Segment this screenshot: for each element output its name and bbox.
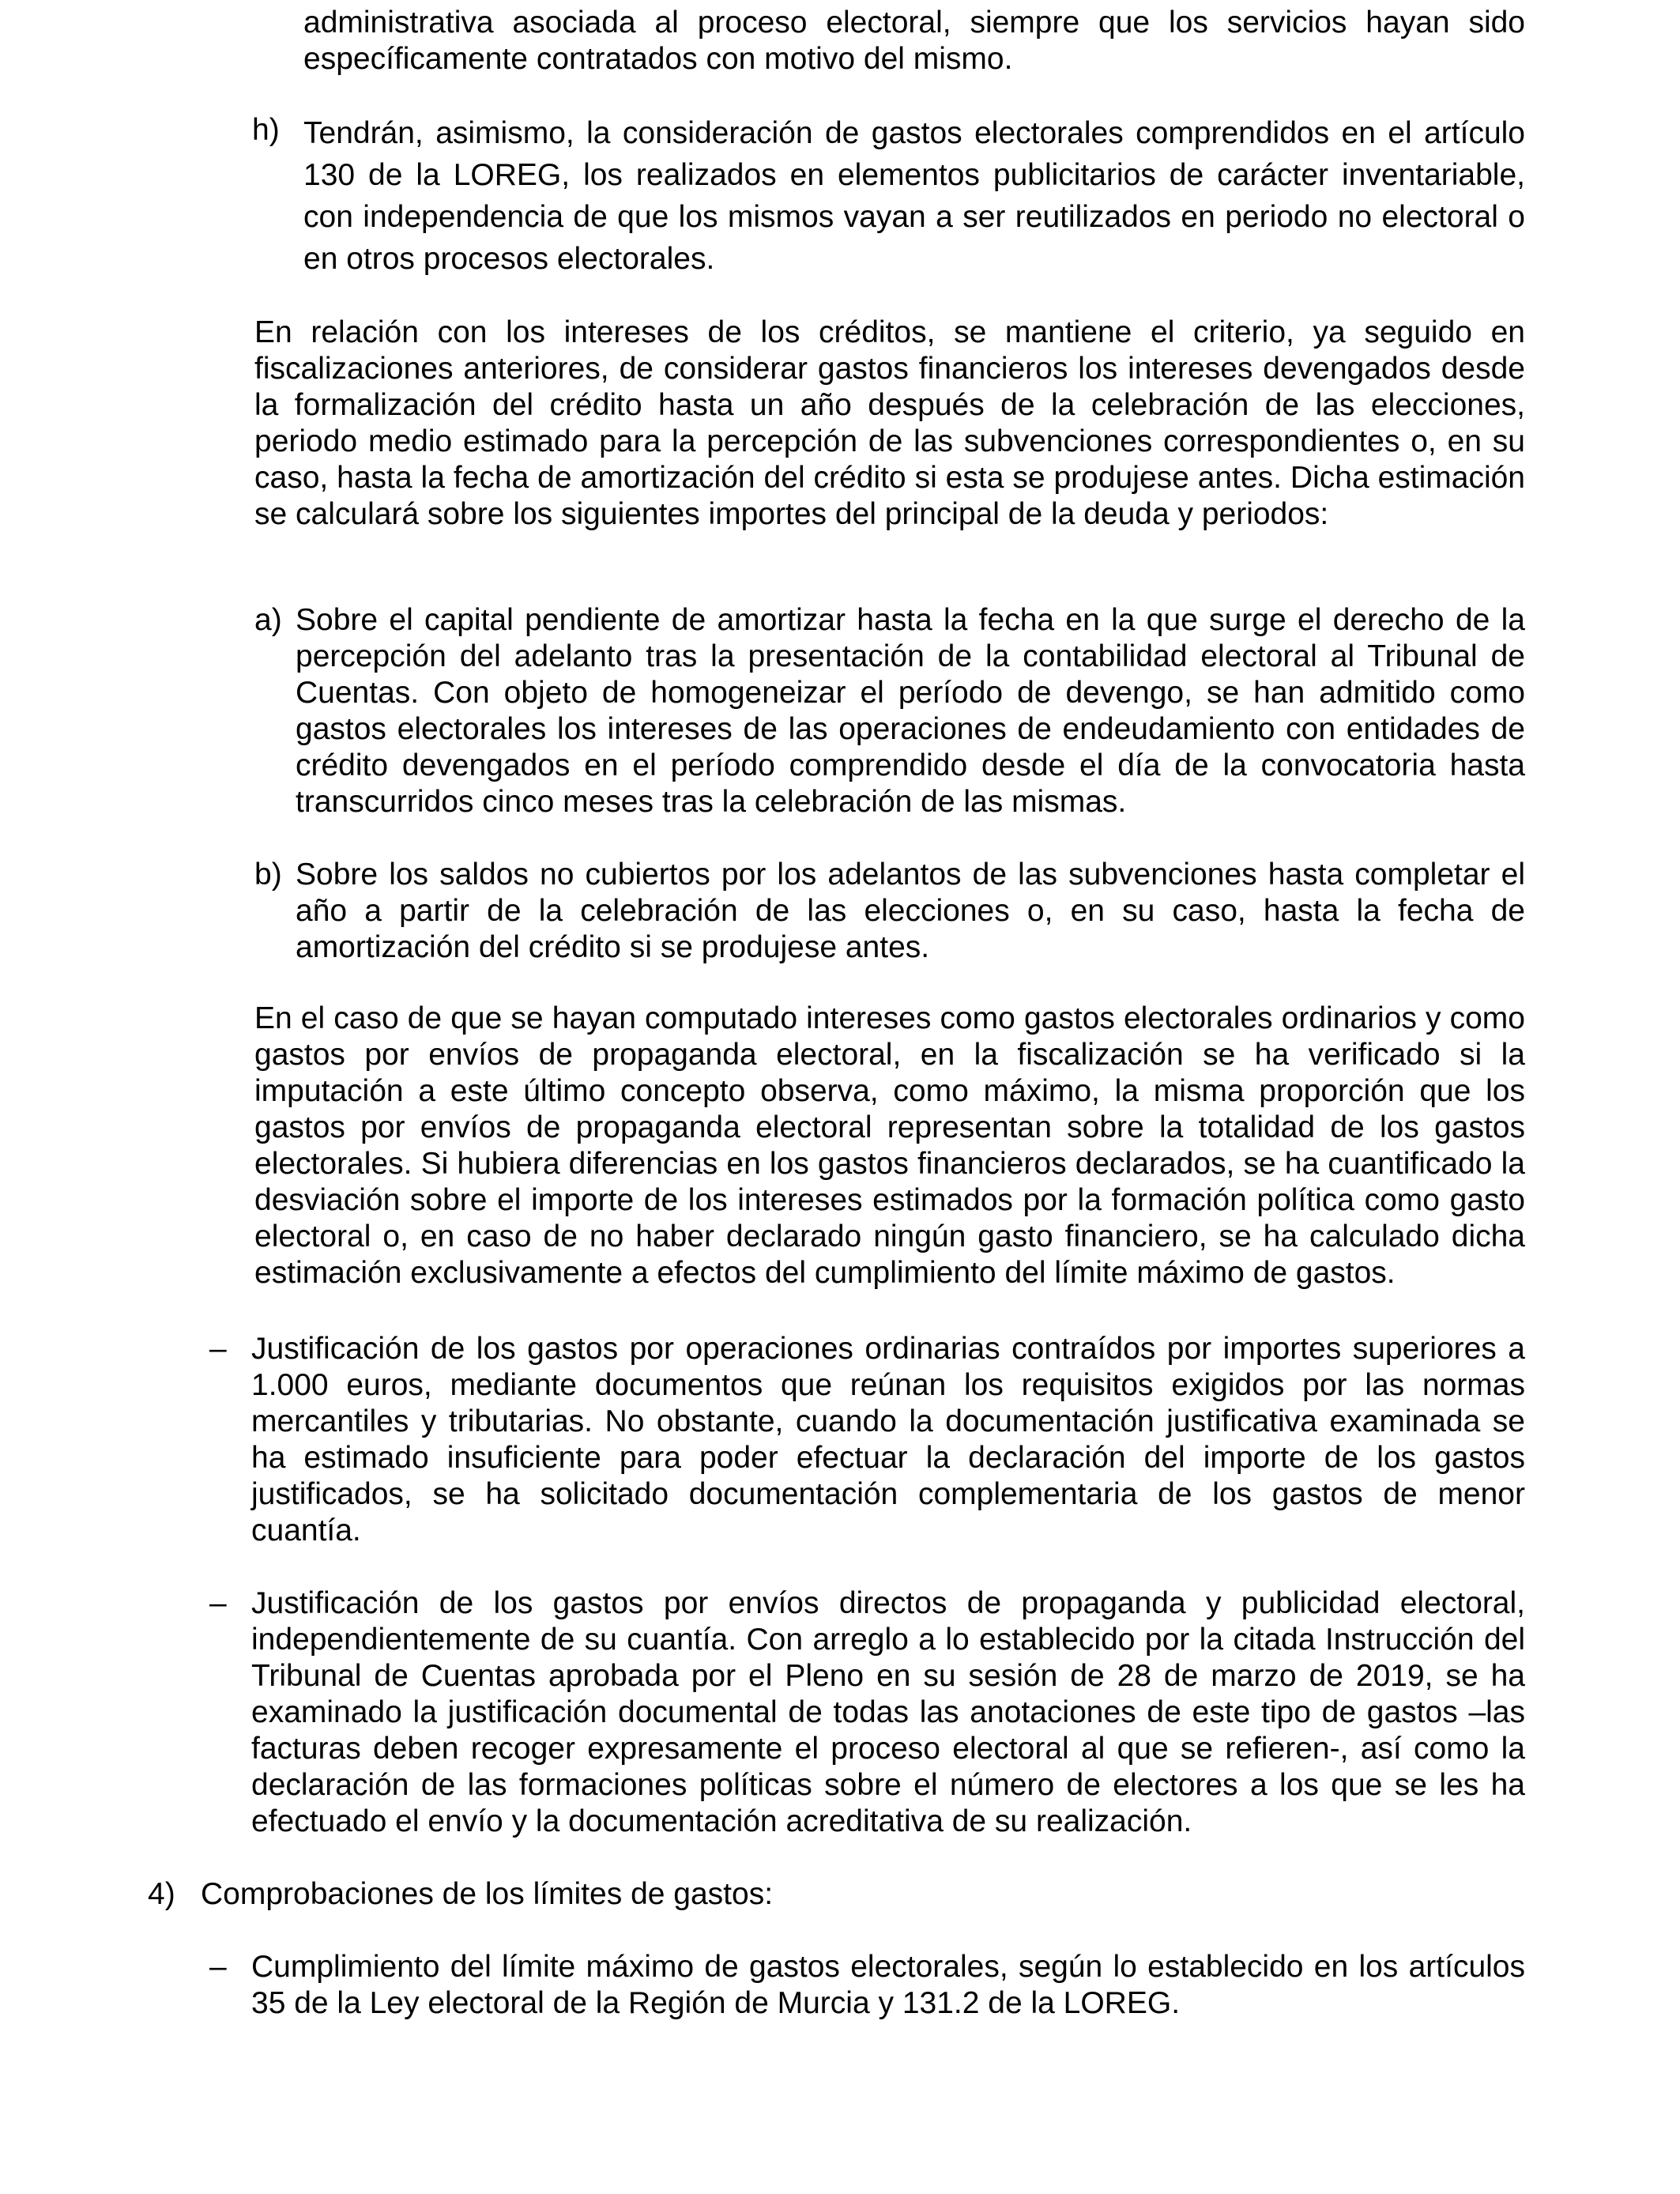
interest-criteria-paragraph: En relación con los intereses de los créditos, se mantiene el criterio, ya seguido en fiscalizaciones anteriores, de considerar gastos financieros los intereses devengados desde la formalización del crédito hasta un año después de la celebración de las elecciones, periodo medio estimado para la percepción de las subvenciones correspondientes o, en su caso, hasta la fecha de amortización del crédito si esta se produjese antes. Dicha estimación se calculará sobre los siguientes importes del principal de la deuda y periodos: (254, 315, 1525, 531)
dash-bullet-3: – (209, 1950, 227, 1984)
proportion-verification-paragraph: En el caso de que se hayan computado intereses como gastos electorales ordinarios y como gastos por envíos de propaganda electoral, en la fiscalización se ha verificado si la imputación a este último concepto observa, como máximo, la misma proporción que los gastos por envíos de propaganda electoral representan sobre la totalidad de los gastos electorales. Si hubiera diferencias en los gastos financieros declarados, se ha cuantificado la desviación sobre el importe de los intereses estimados por la formación política como gasto electoral o, en caso de no haber declarado ningún gasto financiero, se ha calculado dicha estimación exclusivamente a efectos del cumplimiento del límite máximo de gastos. (254, 1001, 1525, 1290)
item-h-paragraph: Tendrán, asimismo, la consideración de gastos electorales comprendidos en el artículo 130 de la LOREG, los realizados en elementos publicitarios de carácter inventariable, con independencia de que los mismos vayan a ser reutilizados en periodo no electoral o en otros procesos electorales. (303, 116, 1525, 276)
item-b-paragraph: Sobre los saldos no cubiertos por los adelantos de las subvenciones hasta completar el año a partir de la celebración de las elecciones o, en su caso, hasta la fecha de amortización del crédito si se produjese antes. (296, 858, 1525, 964)
spending-limit-compliance-paragraph: Cumplimiento del límite máximo de gastos electorales, según lo establecido en los artículos 35 de la Ley electoral de la Región de Murcia y 131.2 de la LOREG. (251, 1950, 1525, 2020)
continued-item-g-paragraph: administrativa asociada al proceso electoral, siempre que los servicios hayan sido específicamente contratados con motivo del mismo. (303, 6, 1525, 76)
item-4-heading: Comprobaciones de los límites de gastos: (201, 1877, 774, 1911)
item-h-marker: h) (252, 113, 280, 147)
dash-bullet-1: – (209, 1332, 227, 1366)
ordinary-expenses-justification-paragraph: Justificación de los gastos por operaciones ordinarias contraídos por importes superiores a 1.000 euros, mediante documentos que reúnan los requisitos exigidos por las normas mercantiles y tributarias. No obstante, cuando la documentación justificativa examinada se ha estimado insuficiente para poder efectuar la declaración del importe de los gastos justificados, se ha solicitado documentación complementaria de los gastos de menor cuantía. (251, 1332, 1525, 1547)
item-b-marker: b) (254, 858, 282, 892)
item-a-paragraph: Sobre el capital pendiente de amortizar hasta la fecha en la que surge el derecho de la percepción del adelanto tras la presentación de la contabilidad electoral al Tribunal de Cuentas. Con objeto de homogeneizar el período de devengo, se han admitido como gastos electorales los intereses de las operaciones de endeudamiento con entidades de crédito devengados en el período comprendido desde el día de la convocatoria hasta transcurridos cinco meses tras la celebración de las mismas. (296, 603, 1525, 819)
dash-bullet-2: – (209, 1586, 227, 1620)
direct-mailing-justification-paragraph: Justificación de los gastos por envíos directos de propaganda y publicidad electoral, independientemente de su cuantía. Con arreglo a lo establecido por la citada Instrucción del Tribunal de Cuentas aprobada por el Pleno en su sesión de 28 de marzo de 2019, se ha examinado la justificación documental de todas las anotaciones de este tipo de gastos –las facturas deben recoger expresamente el proceso electoral al que se refieren-, así como la declaración de las formaciones políticas sobre el número de electores a los que se les ha efectuado el envío y la documentación acreditativa de su realización. (251, 1586, 1525, 1838)
item-4-marker: 4) (148, 1877, 175, 1911)
item-a-marker: a) (254, 603, 282, 637)
